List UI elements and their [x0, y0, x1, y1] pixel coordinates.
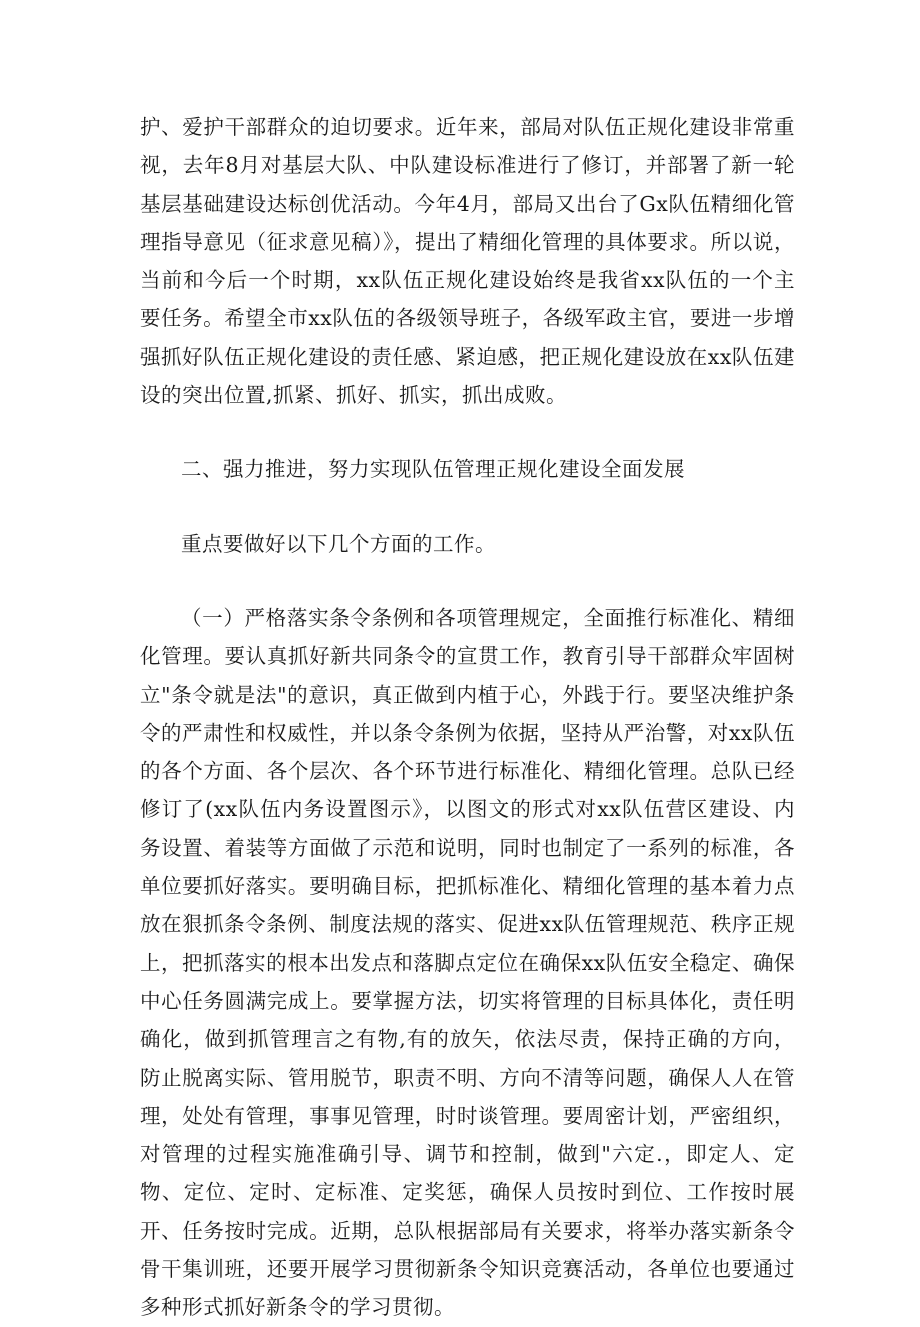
- paragraph-continuation: 护、爱护干部群众的迫切要求。近年来，部局对队伍正规化建设非常重视，去年8月对基层大队、中队建设标准进行了修订，并部署了新一轮基层基础建设达标创优活动。今年4月，部局又出台了Gx队伍精细化管理指导意见（征求意见稿）》，提出了精细化管理的具体要求。所以说，当前和今后一个时期，xx队伍正规化建设始终是我省xx队伍的一个主要任务。希望全市xx队伍的各级领导班子，各级军政主官，要进一步增强抓好队伍正规化建设的责任感、紧迫感，把正规化建设放在xx队伍建设的突出位置,抓紧、抓好、抓实，抓出成败。: [140, 115, 795, 408]
- document-body: [140, 108, 795, 1327]
- paragraph-intro: 重点要做好以下几个方面的工作。: [181, 531, 496, 556]
- section-heading: 二、强力推进，努力实现队伍管理正规化建设全面发展: [181, 457, 685, 482]
- paragraph-subsection-1: （一）严格落实条令条例和各项管理规定，全面推行标准化、精细化管理。要认真抓好新共同条令的宣贯工作，教育引导干部群众牢固树立"条令就是法"的意识，真正做到内植于心，外践于行。要坚决维护条令的严肃性和权威性，并以条令条例为依据，坚持从严治警，对xx队伍的各个方面、各个层次、各个环节进行标准化、精细化管理。总队已经修订了(xx队伍内务设置图示》，以图文的形式对xx队伍营区建设、内务设置、着装等方面做了示范和说明，同时也制定了一系列的标准，各单位要抓好落实。要明确目标，把抓标准化、精细化管理的基本着力点放在狠抓条令条例、制度法规的落实、促进xx队伍管理规范、秩序正规上，把抓落实的根本出发点和落脚点定位在确保xx队伍安全稳定、确保中心任务圆满完成上。要掌握方法，切实将管理的目标具体化，责任明确化，做到抓管理言之有物,有的放矢，依法尽责，保持正确的方向，防止脱离实际、管用脱节，职责不明、方向不清等问题，确保人人在管理，处处有管理，事事见管理，时时谈管理。要周密计划，严密组织，对管理的过程实施准确引导、调节和控制，做到"六定.，即定人、定物、定位、定时、定标准、定奖惩，确保人员按时到位、工作按时展开、任务按时完成。近期，总队根据部局有关要求，将举办落实新条令骨干集训班，还要开展学习贯彻新条令知识竞赛活动，各单位也要通过多种形式抓好新条令的学习贯彻。: [140, 605, 795, 1320]
